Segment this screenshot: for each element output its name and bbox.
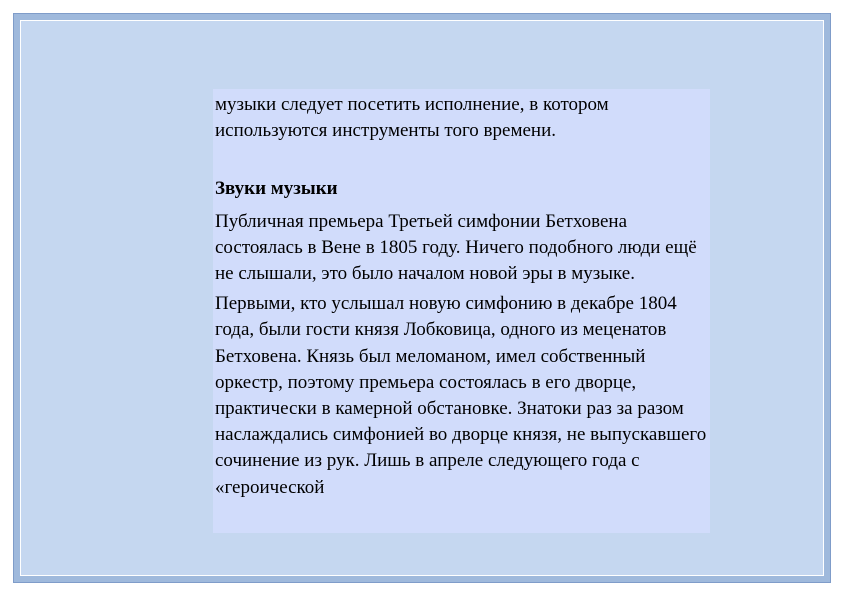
slide-frame	[13, 13, 831, 583]
paragraph-spacer	[215, 144, 710, 170]
paragraph-premiere: Публичная премьера Третьей симфонии Бетховена состоялась в Вене в 1805 году. Ничего подобного люди ещё не слышали, это было началом новой эры в музыке.	[215, 210, 697, 285]
text-box	[213, 89, 710, 533]
continuation-paragraph: музыки следует посетить исполнение, в котором используются инструменты того времени.	[215, 94, 609, 142]
slide-background	[20, 20, 824, 576]
section-heading: Звуки музыки	[215, 178, 338, 200]
paragraph-first-listeners: Первыми, кто услышал новую симфонию в декабре 1804 года, были гости князя Лобковица, одного из меценатов Бетховена. Князь был меломаном, имел собственный оркестр, поэтому премьера состоялась в его дворце, практически в камерной обстановке. Знатоки раз за разом наслаждались симфонией во дворце князя, не выпускавшего сочинение из рук. Лишь в апреле следующего года с «героической	[215, 293, 707, 498]
